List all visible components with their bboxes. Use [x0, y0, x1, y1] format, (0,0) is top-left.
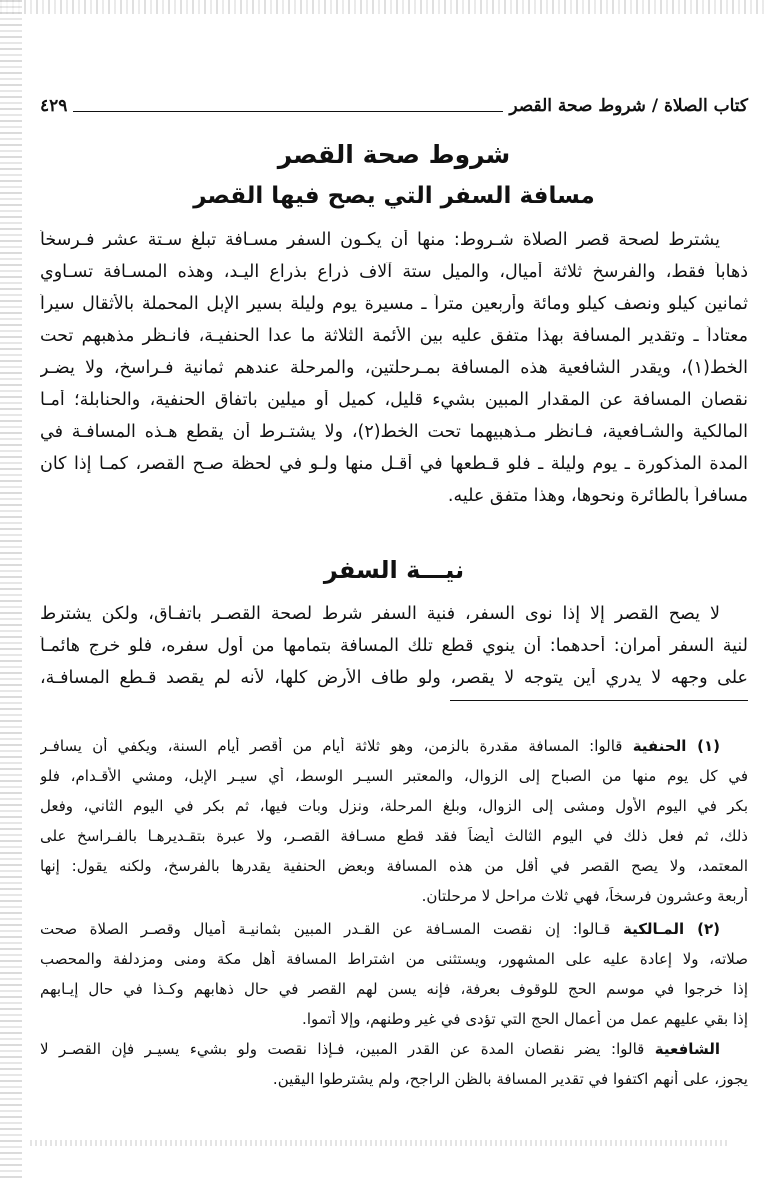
header-rule — [73, 101, 503, 112]
body-line: لنية السفر أمران: أحدهما: أن ينوي قطع تلك المسافة بتمامها من أول سفره، فلو خرج هائمـاً — [40, 636, 748, 656]
footnote-text: قالوا: المسافة مقدرة بالزمن، وهو ثلاثة أيام من أقصر أيام السنة، ويكفي أن يسافـر — [40, 737, 623, 755]
running-header — [40, 92, 748, 120]
running-title: كتاب الصلاة / شروط صحة القصر — [509, 96, 748, 116]
body-line: لا يصح القصر إلا إذا نوى السفر، فنية السفر شرط لصحة القصـر باتفـاق، ولكن يشترط — [40, 604, 720, 624]
body-line: المدة المذكورة ـ يوم وليلة ـ فلو قـطعها في أقـل منها ولـو في لحظة صـح القصر، كمـا إذا كان — [40, 454, 748, 474]
page-border-bottom — [30, 1140, 730, 1146]
footnote-text: قـالوا: إن نقصت المسـافة عن القـدر المبين بثمانيـة أميال وقصـر الصلاة صحت — [40, 920, 611, 938]
body-line: مسافراً بالطائرة ونحوها، وهذا متفق عليه. — [447, 486, 748, 506]
footnote-line: إذا بقي عليهم عمل من أعمال الحج التي تؤدى في غير وطنهم، وإلا أتموا. — [302, 1010, 748, 1028]
footnote-line — [40, 737, 748, 755]
body-line: المالكية والشـافعية، فـانظر مـذهبيهما تحت الخط(٢)، ولا يشتـرط أن يقطع هـذه المسافـة في — [40, 422, 748, 442]
section-title-intention: نيـــة السفر — [323, 556, 465, 584]
body-line: على وجهه لا يدري أين يتوجه لا يقصر، ولو طاف الأرض كلها، لأنه لم يقصد قـطع المسافـة، — [40, 668, 748, 688]
footnote-line: صلاته، ولا إعادة عليه على المشهور، ويستثنى من اشتراط المسافة أهل مكة ومنى ومزدلفة والمحصب — [40, 950, 748, 968]
body-line: يشترط لصحة قصر الصلاة شـروط: منها أن يكـون السفر مسـافة تبلغ سـتة عشر فـرسخاً — [40, 230, 720, 250]
page-number: ٤٢٩ — [40, 96, 68, 116]
footnote-line: أربعة وعشرون فرسخاً، فهي ثلاث مراحل لا مرحلتان. — [421, 887, 748, 905]
body-line: ذهاباً فقط، والفرسخ ثلاثة أميال، والميل ستة آلاف ذراع بذراع اليـد، وهذه المسـافة تسـاوي — [40, 262, 748, 282]
footnote-line: المعتمد، ولا يصح القصر في أقل من هذه المسافة وبعض الحنفية يقدرها بالفرسخ، ولكنه يقول: إنها — [40, 857, 748, 875]
footnote-text: قالوا: يضر نقصان المدة عن القدر المبين، فـإذا نقصت ولو بشيء يسيـر فإن القصـر لا — [40, 1040, 645, 1058]
page-border-top — [0, 0, 765, 14]
footnote-separator — [450, 700, 748, 701]
section-title: مسافة السفر التي يصح فيها القصر — [193, 183, 595, 209]
footnote-line: إذا خرجوا في موسم الحج للوقوف بعرفة، فإنه يسن لهم القصر في حال ذهابهم وكـذا في حال إيـابهم — [40, 980, 748, 998]
footnote-line: في كل يوم منها من الصباح إلى الزوال، والمعتبر السيـر الوسط، أي سيـر الإبل، ومشي الأقـدام، فلو — [40, 767, 748, 785]
chapter-title: شروط صحة القصر — [277, 140, 511, 169]
footnote-label: (٢) المـالكية — [622, 920, 720, 938]
footnote-line — [40, 1040, 748, 1058]
body-line: معتاداً ـ وتقدير المسافة بهذا متفق عليه بين الأئمة الثلاثة ما عدا الحنفيـة، فانـظر مذهبهم تحت — [40, 326, 748, 346]
footnote-line: بكر في اليوم الأول ومشى إلى الزوال، وبلغ المرحلة، ونزل وبات فيها، ثم بكر في اليوم الثاني، وفعل — [40, 797, 748, 815]
body-line: الخط(١)، ويقدر الشافعية هذه المسافة بمـرحلتين، والمرحلة عندهم ثمانية فـراسخ، ولا يضـر — [40, 358, 748, 378]
footnote-line — [40, 920, 748, 938]
body-line: ثمانين كيلو ونصف كيلو ومائة وأربعين متراً ـ مسيرة يوم وليلة بسير الإبل المحملة بالأثقال سيراً — [40, 294, 748, 314]
page-border-left — [0, 0, 22, 1182]
body-line: نقصان المسافة عن المقدار المبين بشيء قليل، كميل أو ميلين باتفاق الحنفية، والحنابلة؛ أمـا — [40, 390, 748, 410]
footnote-label: (١) الحنفية — [632, 737, 720, 755]
footnote-line: ذلك، ثم فعل ذلك في اليوم الثالث أيضاً فقد قطع مسـافة القصـر، ولا عبرة بتقـديرهـا بالفـراسخ على — [40, 827, 748, 845]
footnote-line: يجوز، على أنهم اكتفوا في تقدير المسافة بالظن الراجح، ولم يشترطوا اليقين. — [272, 1070, 748, 1088]
footnote-label: الشافعية — [654, 1040, 720, 1058]
